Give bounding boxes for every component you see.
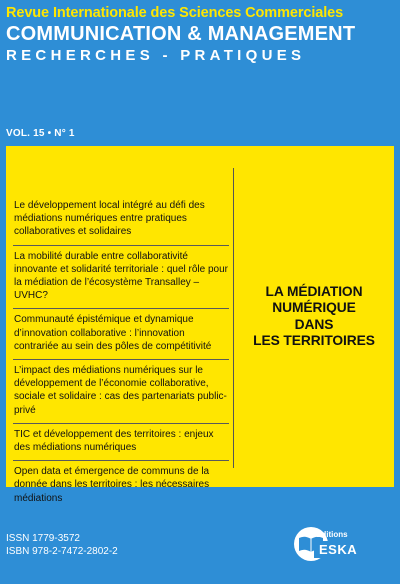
publisher-editions-label: Editions (316, 530, 348, 539)
journal-subtitle: RECHERCHES - PRATIQUES (6, 47, 306, 64)
journal-title: COMMUNICATION & MANAGEMENT (6, 23, 356, 45)
article-title: TIC et développement des territoires : enjeux des médiations numériques (14, 428, 214, 454)
isbn: ISBN 978-2-7472-2802-2 (6, 546, 118, 557)
theme-block (238, 146, 390, 487)
article-title: Communauté épistémique et dynamique d’innovation collaborative : l’innovation contrariée au sein des pôles de compétitivité (14, 314, 212, 352)
publisher-logo (294, 525, 358, 565)
theme-line: DANS (294, 316, 334, 332)
article-title: L’impact des médiations numériques sur le développement de l’économie collaborative, sociale et solidaire : cas des partenariats public-privé (14, 365, 227, 416)
article-title: Open data et émergence de communs de la donnée dans les territoires : les nécessaires médiations (14, 466, 210, 504)
issn: ISSN 1779-3572 (6, 533, 80, 544)
contents-panel (6, 146, 394, 504)
publisher-name: ESKA (314, 541, 362, 558)
article-title: La mobilité durable entre collaborativité innovante et solidarité territoriale : quel rôle pour la médiation de l’écosystème Transalley – UVHC? (14, 250, 229, 302)
column-separator (233, 168, 234, 468)
issue-theme (253, 284, 375, 350)
article-list (14, 195, 229, 511)
issue-number: VOL. 15 • N° 1 (6, 128, 75, 139)
journal-header (6, 4, 394, 66)
theme-line: LES TERRITOIRES (253, 333, 375, 348)
journal-supertitle: Revue Internationale des Sciences Commerciales (6, 5, 344, 21)
theme-line: NUMÉRIQUE (272, 300, 356, 315)
theme-line: LA MÉDIATION (265, 283, 363, 299)
article-title: Le développement local intégré au défi des médiations numériques entre pratiques collaboratives et solidaires (14, 200, 205, 238)
identifiers (6, 532, 118, 558)
